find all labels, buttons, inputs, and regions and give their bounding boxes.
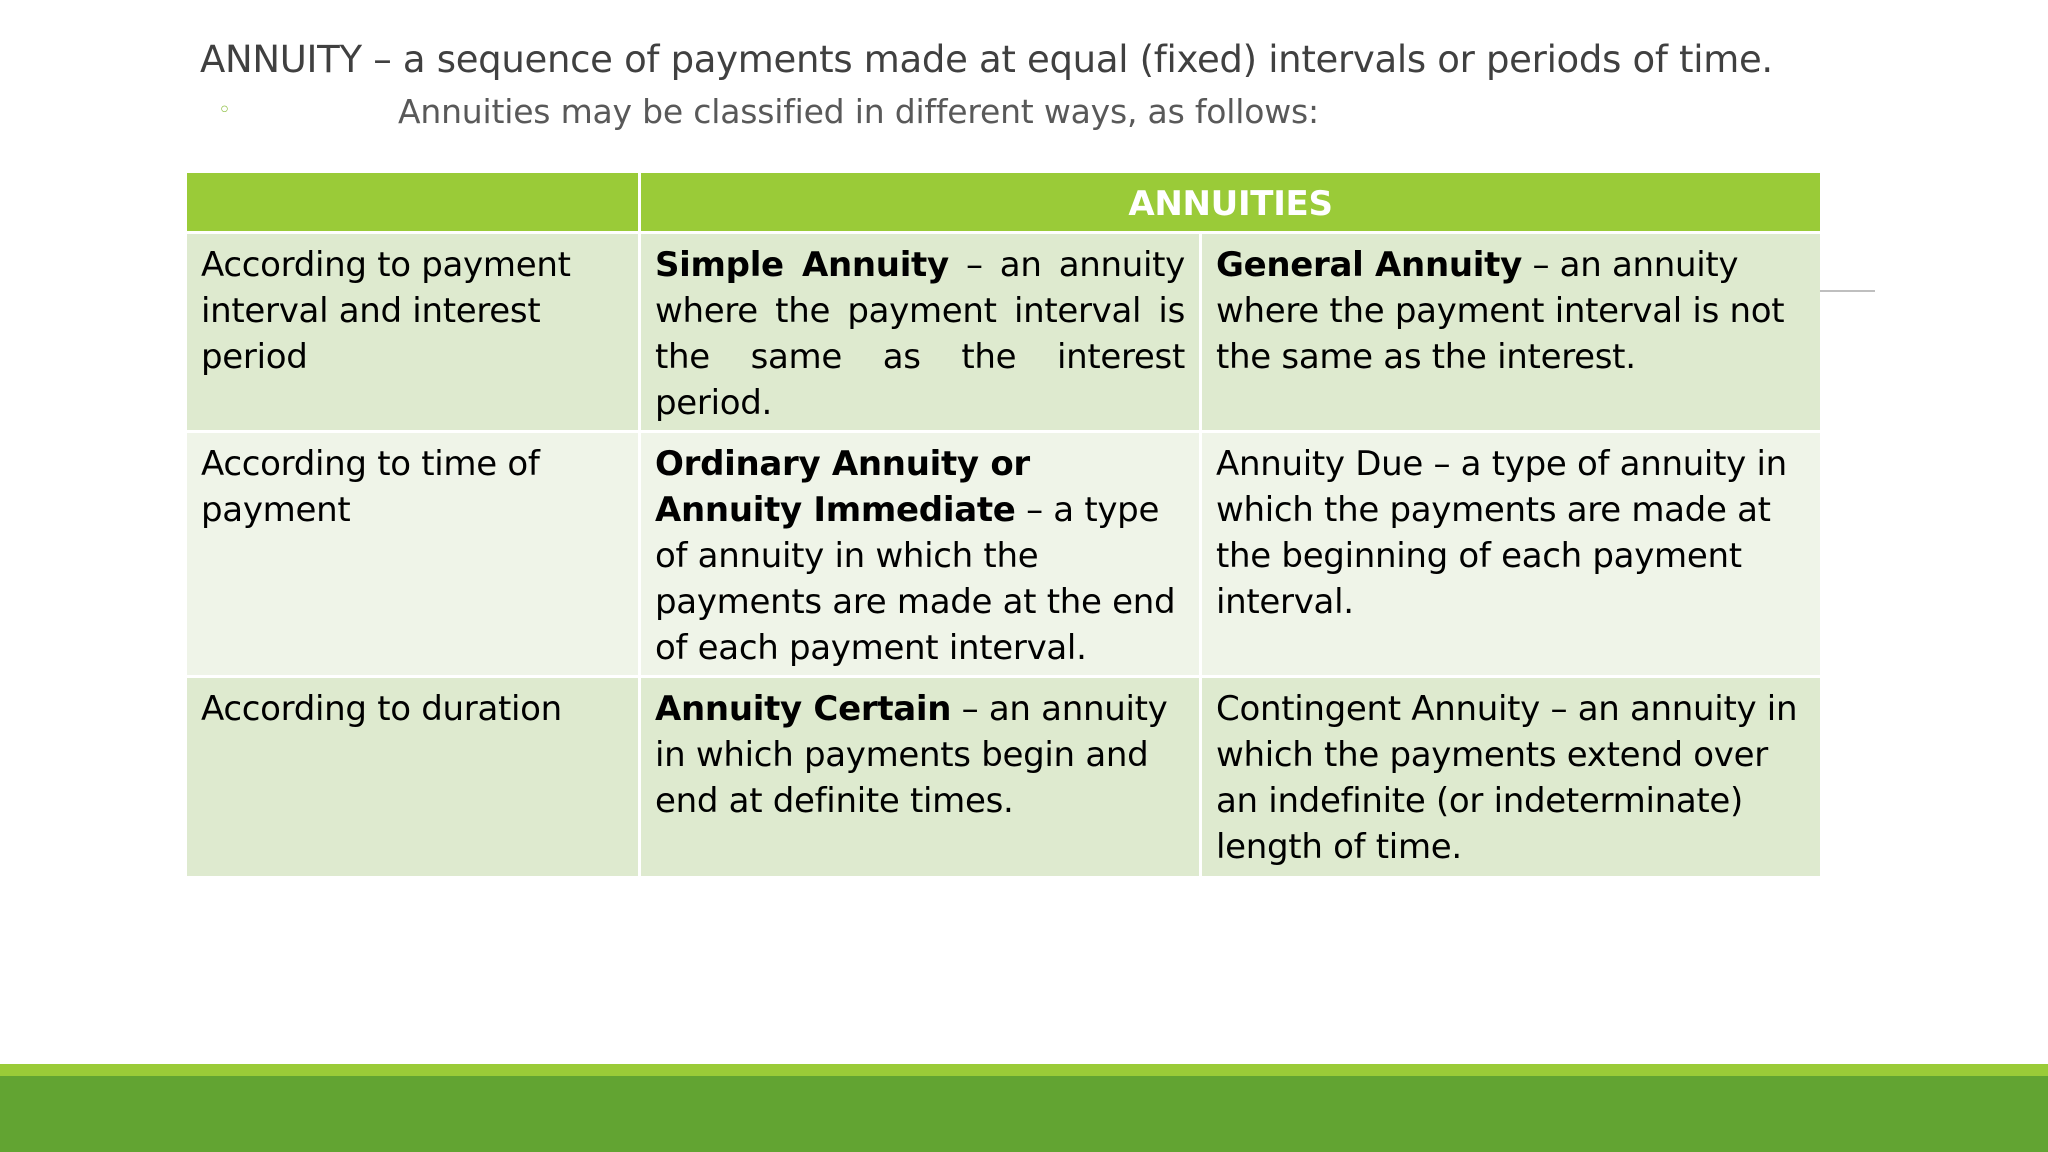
term-label: Simple Annuity — [655, 245, 949, 285]
table-row — [186, 432, 1822, 677]
classification-cell — [1201, 432, 1822, 677]
table-header-row — [186, 172, 1822, 233]
footer-accent-stripe — [0, 1064, 2048, 1076]
table-header-annuities: ANNUITIES — [640, 172, 1822, 233]
term-description: Contingent Annuity – an annuity in which the payments extend over an indefinite (or indeterminate) length of time. — [1216, 689, 1798, 867]
table-row — [186, 677, 1822, 878]
term-label: Ordinary Annuity or Annuity Immediate — [655, 444, 1030, 530]
footer-band — [0, 1076, 2048, 1152]
category-cell: According to payment interval and interest period — [186, 233, 640, 432]
term-description: – an annuity where the payment interval is the same as the interest period. — [655, 245, 1185, 423]
term-description: – a type of annuity in which the payments are made at the end of each payment interval. — [655, 490, 1176, 668]
category-cell: According to duration — [186, 677, 640, 878]
slide-title: ANNUITY – a sequence of payments made at equal (fixed) intervals or periods of time. — [200, 38, 1773, 81]
bullet-circle-icon: ◦ — [218, 98, 231, 123]
term-label: Annuity Certain — [655, 689, 952, 729]
table-row — [186, 233, 1822, 432]
term-description: – an annuity where the payment interval is not the same as the interest. — [1216, 245, 1785, 377]
slide-subtitle: Annuities may be classified in different ways, as follows: — [398, 92, 1319, 131]
decorative-line — [1820, 290, 1875, 292]
table-header-empty-cell — [186, 172, 640, 233]
classification-cell — [640, 677, 1201, 878]
term-description: Annuity Due – a type of annuity in which the payments are made at the beginning of each payment interval. — [1216, 444, 1787, 622]
category-cell: According to time of payment — [186, 432, 640, 677]
classification-cell — [1201, 233, 1822, 432]
classification-cell — [640, 432, 1201, 677]
term-description: – an annuity in which payments begin and end at definite times. — [655, 689, 1168, 821]
classification-cell — [640, 233, 1201, 432]
annuity-classification-table — [184, 170, 1823, 879]
classification-cell — [1201, 677, 1822, 878]
term-label: General Annuity — [1216, 245, 1522, 285]
